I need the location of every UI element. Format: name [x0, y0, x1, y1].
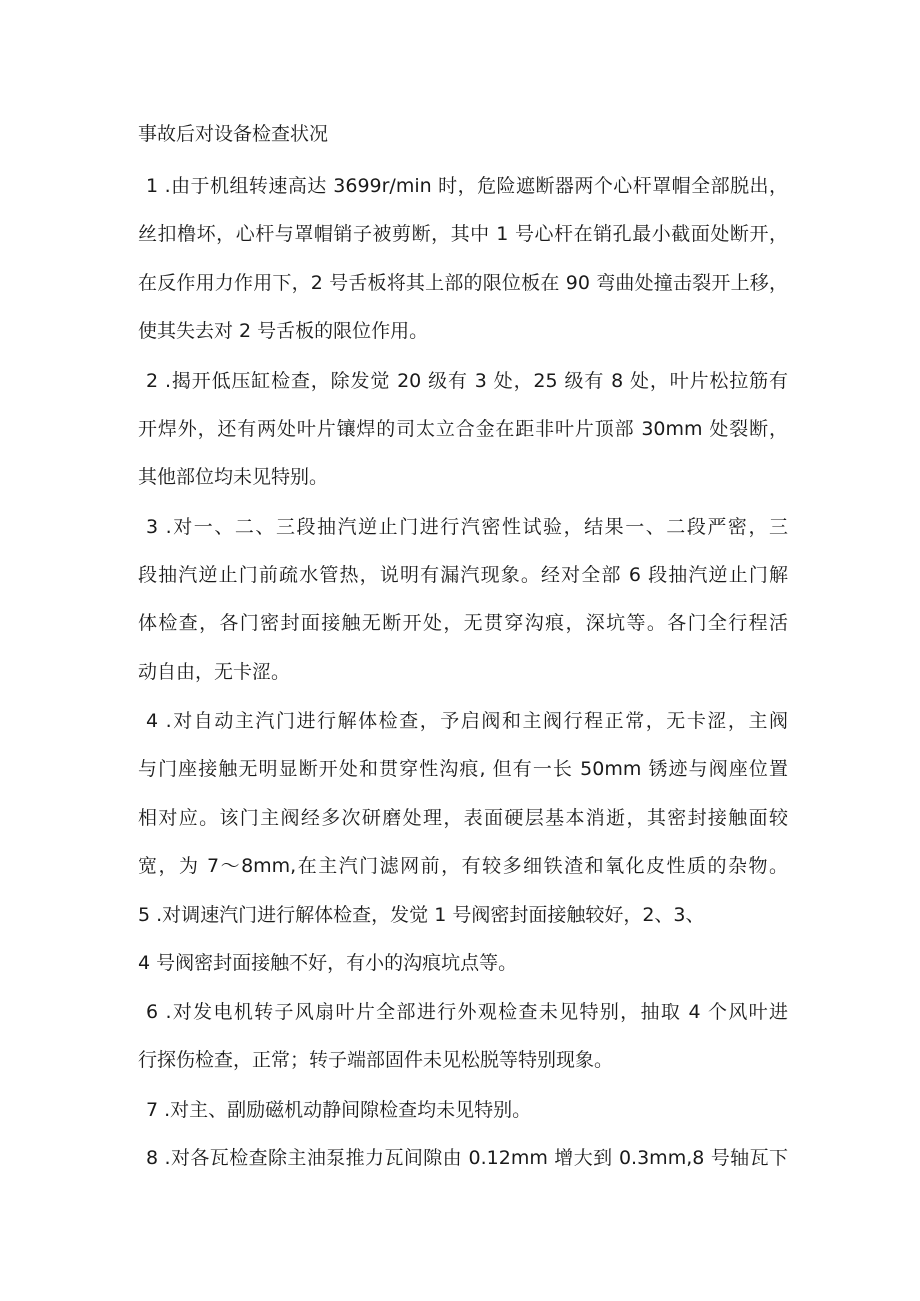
paragraph-4-line-2: 与门座接触无明显断开处和贯穿性沟痕, 但有一长 50mm 锈迹与阀座位置 [138, 758, 788, 780]
paragraph-4-line-4: 宽，为 7～8mm,在主汽门滤网前，有较多细铁渣和氧化皮性质的杂物。 [138, 855, 788, 877]
paragraph-1-line-4: 使其失去对 2 号舌板的限位作用。 [138, 320, 429, 342]
paragraph-4-line-3: 相对应。该门主阀经多次研磨处理，表面硬层基本消逝，其密封接触面较 [138, 807, 788, 829]
paragraph-3-line-3: 体检查，各门密封面接触无断开处，无贯穿沟痕，深坑等。各门全行程活 [138, 612, 788, 634]
paragraph-7-line-1: 7 .对主、副励磁机动静间隙检查均未见特别。 [146, 1099, 532, 1121]
paragraph-2-line-2: 开焊外，还有两处叶片镶焊的司太立合金在距非叶片顶部 30mm 处裂断， [138, 418, 788, 440]
paragraph-4-line-1: 4 .对自动主汽门进行解体检查，予启阀和主阀行程正常，无卡涩，主阀 [146, 710, 788, 732]
paragraph-3-line-4: 动自由，无卡涩。 [138, 661, 291, 683]
paragraph-3-line-1: 3 .对一、二、三段抽汽逆止门进行汽密性试验，结果一、二段严密，三 [146, 516, 788, 538]
paragraph-2-line-3: 其他部位均未见特别。 [138, 466, 329, 488]
paragraph-1-line-1: 1 .由于机组转速高达 3699r/min 时，危险遮断器两个心杆罩帽全部脱出， [146, 175, 788, 197]
paragraph-1-line-2: 丝扣橹坏，心杆与罩帽销子被剪断，其中 1 号心杆在销孔最小截面处断开， [138, 223, 788, 245]
paragraph-2-line-1: 2 .揭开低压缸检查，除发觉 20 级有 3 处，25 级有 8 处，叶片松拉筋有 [146, 370, 788, 392]
paragraph-1-line-3: 在反作用力作用下，2 号舌板将其上部的限位板在 90 弯曲处撞击裂开上移， [138, 272, 788, 294]
paragraph-6-line-2: 行探伤检查，正常；转子端部固件未见松脱等特别现象。 [138, 1049, 614, 1071]
paragraph-5-line-2: 4 号阀密封面接触不好，有小的沟痕坑点等。 [138, 952, 518, 974]
paragraph-5-line-1: 5 .对调速汽门进行解体检查，发觉 1 号阀密封面接触较好，2、3、 [138, 904, 705, 926]
paragraph-3-line-2: 段抽汽逆止门前疏水管热，说明有漏汽现象。经对全部 6 段抽汽逆止门解 [138, 564, 788, 586]
paragraph-8-line-1: 8 .对各瓦检查除主油泵推力瓦间隙由 0.12mm 增大到 0.3mm,8 号轴瓦下 [146, 1147, 788, 1169]
paragraph-6-line-1: 6 .对发电机转子风扇叶片全部进行外观检查未见特别，抽取 4 个风叶进 [146, 1001, 788, 1023]
document-title: 事故后对设备检查状况 [138, 123, 329, 145]
